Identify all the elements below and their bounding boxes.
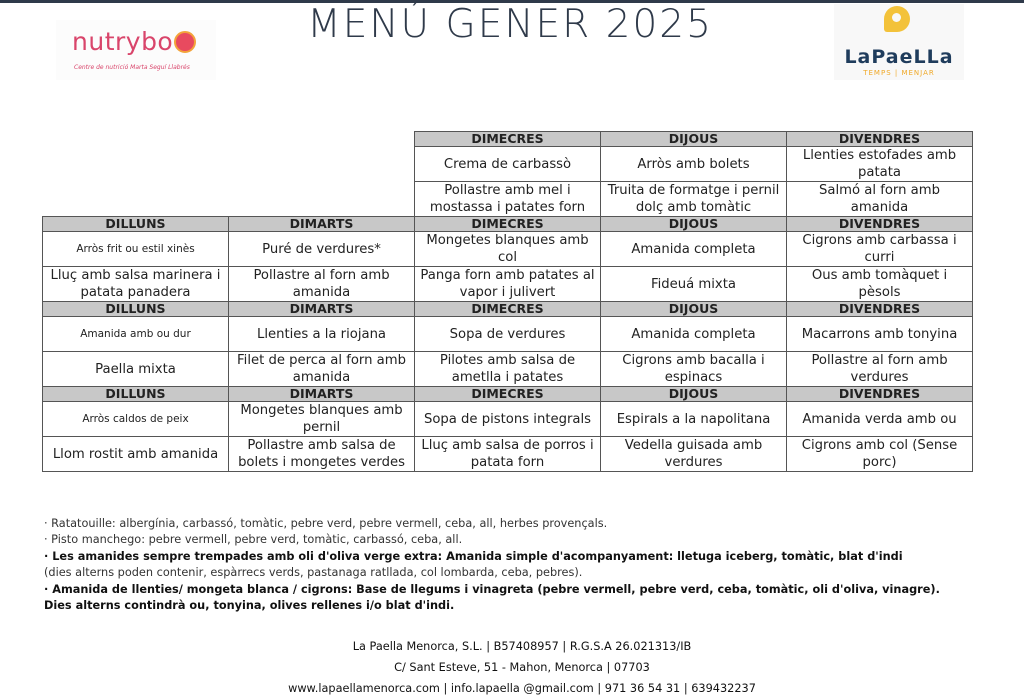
menu-cell: Arròs frit ou estil xinès	[43, 232, 229, 267]
menu-cell: Lluç amb salsa de porros i patata forn	[415, 437, 601, 472]
day-header: DIMARTS	[229, 387, 415, 402]
menu-cell: Pollastre al forn amb verdures	[787, 352, 973, 387]
menu-cell: Ous amb tomàquet i pèsols	[787, 267, 973, 302]
menu-cell: Lluç amb salsa marinera i patata panadera	[43, 267, 229, 302]
page-title: MENÚ GENER 2025	[307, 2, 713, 47]
menu-cell: Llom rostit amb amanida	[43, 437, 229, 472]
day-header: DIMECRES	[415, 387, 601, 402]
note-line: (dies alterns poden contenir, espàrrecs verds, pastanaga ratllada, col lombarda, ceba, pebres).	[44, 566, 583, 580]
menu-cell: Macarrons amb tonyina	[787, 317, 973, 352]
menu-cell: Cigrons amb carbassa i curri	[787, 232, 973, 267]
note-line: · Ratatouille: albergínia, carbassó, tomàtic, pebre verd, pebre vermell, ceba, all, herbes provençals.	[44, 517, 608, 530]
menu-cell: Amanida completa	[601, 317, 787, 352]
day-header: DIMECRES	[415, 302, 601, 317]
day-header: DIJOUS	[601, 132, 787, 147]
menu-cell: Pollastre amb mel i mostassa i patates forn	[415, 182, 601, 217]
menu-cell: Arròs amb bolets	[601, 147, 787, 182]
paella-p-icon	[884, 6, 910, 32]
menu-cell: Panga forn amb patates al vapor i julivert	[415, 267, 601, 302]
day-header: DIMARTS	[229, 302, 415, 317]
note-line: · Les amanides sempre trempades amb oli d'oliva verge extra: Amanida simple d'acompanyament: lletuga iceberg, tomàtic, blat d'indi	[44, 549, 903, 563]
menu-cell: Cigrons amb bacalla i espinacs	[601, 352, 787, 387]
week2-second-course-row	[43, 267, 973, 302]
day-header: DIVENDRES	[787, 387, 973, 402]
day-header: DIJOUS	[601, 387, 787, 402]
menu-cell: Puré de verdures*	[229, 232, 415, 267]
menu-cell: Pollastre amb salsa de bolets i mongetes verdes	[229, 437, 415, 472]
footer-contact-line: www.lapaellamenorca.com | info.lapaella @gmail.com | 971 36 54 31 | 639432237	[288, 682, 756, 695]
menu-cell: Salmó al forn amb amanida	[787, 182, 973, 217]
menu-cell: Amanida amb ou dur	[43, 317, 229, 352]
week4-first-course-row	[43, 402, 973, 437]
note-line: · Pisto manchego: pebre vermell, pebre verd, tomàtic, carbassó, ceba, all.	[44, 533, 463, 547]
week3-header-row	[43, 302, 973, 317]
day-header: DIJOUS	[601, 302, 787, 317]
week4-header-row	[43, 387, 973, 402]
note-line: Dies alterns contindrà ou, tonyina, olives rellenes i/o blat d'indi.	[44, 599, 455, 613]
lapaella-tagline: TEMPS | MENJAR	[863, 69, 935, 77]
week1-header-row	[43, 132, 973, 147]
menu-cell: Sopa de verdures	[415, 317, 601, 352]
footer-address-line: C/ Sant Esteve, 51 - Mahon, Menorca | 07703	[394, 661, 650, 674]
menu-cell: Amanida verda amb ou	[787, 402, 973, 437]
menu-cell: Arròs caldos de peix	[43, 402, 229, 437]
menu-cell: Fideuá mixta	[601, 267, 787, 302]
day-header: DIJOUS	[601, 217, 787, 232]
day-header: DIMARTS	[229, 217, 415, 232]
nutrybo-logo	[56, 20, 216, 80]
note-line: · Amanida de llenties/ mongeta blanca / cigrons: Base de llegums i vinagreta (pebre vermell, pebre verd, ceba, tomàtic, oli d'oliva, vinagre).	[44, 582, 940, 596]
week1-first-course-row	[43, 147, 973, 182]
week2-header-row	[43, 217, 973, 232]
day-header: DIMECRES	[415, 217, 601, 232]
menu-cell: Truita de formatge i pernil dolç amb tomàtic	[601, 182, 787, 217]
menu-cell: Paella mixta	[43, 352, 229, 387]
menu-cell: Llenties estofades amb patata	[787, 147, 973, 182]
company-footer	[0, 636, 1024, 699]
menu-cell: Pilotes amb salsa de ametlla i patates	[415, 352, 601, 387]
menu-cell: Mongetes blanques amb pernil	[229, 402, 415, 437]
day-header: DILLUNS	[43, 217, 229, 232]
menu-cell: Cigrons amb col (Sense porc)	[787, 437, 973, 472]
menu-cell: Crema de carbassò	[415, 147, 601, 182]
menu-cell: Filet de perca al forn amb amanida	[229, 352, 415, 387]
menu-table	[42, 131, 973, 472]
footer-company-line: La Paella Menorca, S.L. | B57408957 | R.G.S.A 26.021313/IB	[352, 640, 692, 653]
nutrybo-tagline: Centre de nutrició Marta Seguí Llabrés	[74, 64, 190, 71]
week3-second-course-row	[43, 352, 973, 387]
menu-cell: Amanida completa	[601, 232, 787, 267]
day-header: DIVENDRES	[787, 217, 973, 232]
nutrybo-logo-word: nutrybo	[72, 27, 174, 56]
day-header: DIMECRES	[415, 132, 601, 147]
menu-cell: Espirals a la napolitana	[601, 402, 787, 437]
week4-second-course-row	[43, 437, 973, 472]
week1-second-course-row	[43, 182, 973, 217]
lapaella-logo	[834, 4, 964, 80]
day-header: DILLUNS	[43, 387, 229, 402]
day-header: DIVENDRES	[787, 302, 973, 317]
menu-cell: Vedella guisada amb verdures	[601, 437, 787, 472]
menu-cell: Mongetes blanques amb col	[415, 232, 601, 267]
day-header: DILLUNS	[43, 302, 229, 317]
menu-cell: Sopa de pistons integrals	[415, 402, 601, 437]
lapaella-logo-word: LaPaeLLa	[844, 46, 954, 68]
menu-notes	[44, 516, 1004, 614]
week2-first-course-row	[43, 232, 973, 267]
menu-cell: Llenties a la riojana	[229, 317, 415, 352]
apple-icon	[174, 31, 196, 53]
menu-cell: Pollastre al forn amb amanida	[229, 267, 415, 302]
week3-first-course-row	[43, 317, 973, 352]
day-header: DIVENDRES	[787, 132, 973, 147]
